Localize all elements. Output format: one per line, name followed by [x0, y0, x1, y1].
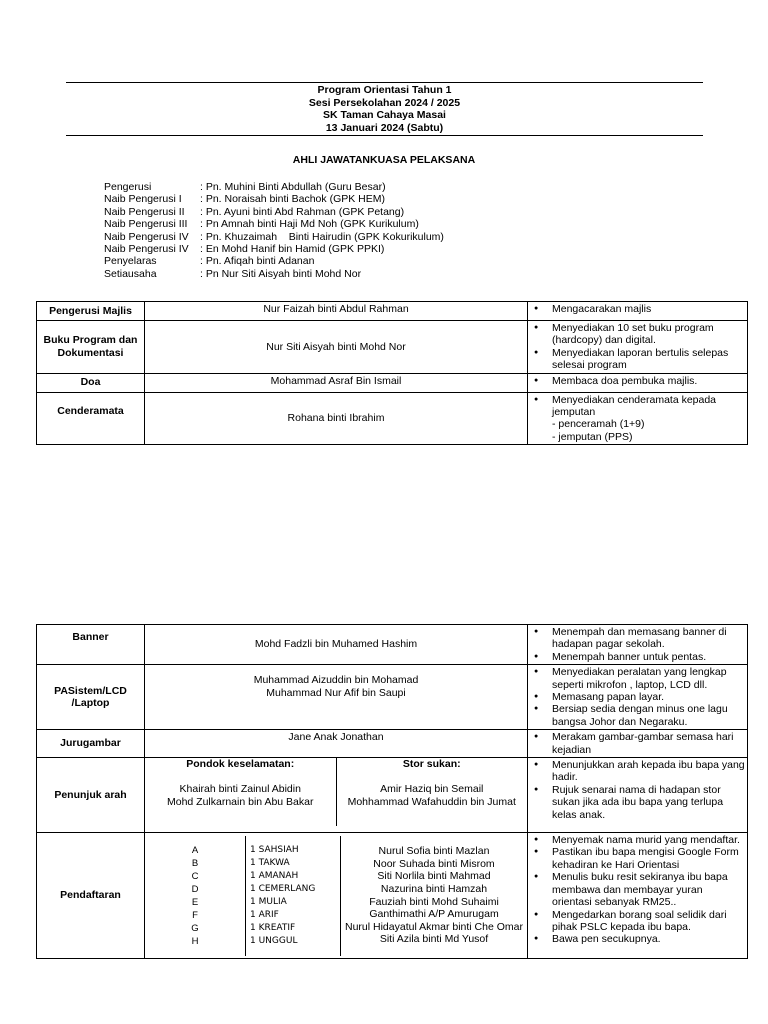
guide-sports-store	[337, 758, 528, 826]
officer-list	[104, 181, 444, 280]
officer-name: : Pn. Muhini Binti Abdullah (Guru Besar)	[200, 181, 386, 193]
registration-row	[145, 836, 527, 956]
officer-name: : Pn Amnah binti Haji Md Noh (GPK Kurikulum)	[200, 218, 419, 231]
class-letter: G	[191, 922, 199, 934]
officer-row	[104, 206, 444, 218]
task-item: ● Menyemak nama murid yang mendaftar.	[530, 834, 745, 846]
guide-split	[145, 758, 527, 826]
teacher-name: Fauziah binti Mohd Suhaimi	[369, 895, 499, 908]
officer-row	[104, 193, 444, 205]
task-sub-item: - jemputan (PPS)	[552, 430, 633, 443]
duty-tasks	[528, 302, 748, 321]
table-row	[37, 665, 748, 730]
duty-role: Pendaftaran	[37, 833, 145, 959]
guide-person: Mohhammad Wafahuddin bin Jumat	[347, 795, 516, 808]
table-row	[37, 625, 748, 665]
officer-name: : Pn. Ayuni binti Abd Rahman (GPK Petang)	[200, 205, 405, 218]
bottom-rule	[66, 135, 703, 136]
guide-person: Amir Haziq bin Semail	[380, 783, 484, 796]
officer-role: Naib Pengerusi IV	[104, 230, 189, 243]
duty-tasks	[528, 758, 748, 833]
duty-role: Pengerusi Majlis	[37, 302, 145, 321]
task-item: ● Membaca doa pembuka majlis.	[530, 375, 745, 387]
table-row	[37, 730, 748, 758]
table-row	[37, 321, 748, 374]
registration-cell	[145, 833, 528, 959]
officer-row	[104, 255, 444, 267]
event-date: 13 Januari 2024 (Sabtu)	[325, 121, 444, 134]
duty-person: Nur Siti Aisyah binti Mohd Nor	[145, 321, 528, 374]
table-row	[37, 373, 748, 392]
task-item: ● Pastikan ibu bapa mengisi Google Form kehadiran ke Hari Orientasi	[530, 846, 745, 871]
class-letter: B	[191, 857, 199, 869]
officer-name: : Pn. Noraisah binti Bachok (GPK HEM)	[200, 193, 385, 206]
school-name: SK Taman Cahaya Masai	[323, 109, 446, 121]
top-rule	[66, 82, 703, 83]
class-letter: H	[191, 935, 199, 947]
duty-role: Cenderamata	[37, 392, 145, 445]
task-item: ● Menyediakan cenderamata kepada jemputan	[530, 394, 745, 419]
table-row	[37, 302, 748, 321]
table-row	[37, 833, 748, 959]
class-letters	[145, 836, 246, 956]
class-name: 1 KREATIF	[250, 922, 296, 933]
duty-person: Mohammad Asraf Bin Ismail	[145, 373, 528, 392]
task-item: ● Menempah dan memasang banner di hadapan pagar sekolah.	[530, 626, 745, 651]
guide-split-cell	[145, 758, 528, 833]
duty-tasks	[528, 625, 748, 665]
officer-role: Naib Pengerusi II	[104, 205, 185, 218]
officer-name: : Pn Nur Siti Aisyah binti Mohd Nor	[200, 267, 362, 280]
task-item: ● Merakam gambar-gambar semasa hari kejadian	[530, 731, 745, 756]
class-name: 1 SAHSIAH	[250, 844, 299, 855]
officer-row	[104, 181, 444, 193]
duty-tasks	[528, 321, 748, 374]
teacher-name: Nurul Hidayatul Akmar binti Che Omar	[345, 920, 523, 933]
officer-name: : Pn. Khuzaimah Binti Hairudin (GPK Kokurikulum)	[200, 230, 444, 243]
officer-name: : Pn. Afiqah binti Adanan	[200, 255, 315, 268]
officer-row	[104, 218, 444, 230]
class-name: 1 UNGGUL	[250, 935, 298, 946]
task-item: ● Mengedarkan borang soal selidik dari pihak PSLC kepada ibu bapa.	[530, 909, 745, 934]
task-sub-item: - penceramah (1+9)	[552, 418, 645, 431]
duty-role: Buku Program dan Dokumentasi	[37, 321, 145, 374]
class-letter: C	[191, 870, 199, 882]
duty-role: Banner	[37, 625, 145, 665]
teacher-name: Noor Suhada binti Misrom	[373, 857, 495, 870]
officer-row	[104, 243, 444, 255]
class-names	[246, 836, 341, 956]
class-name: 1 CEMERLANG	[250, 883, 316, 894]
task-item: ● Menyediakan laporan bertulis selepas selesai program	[530, 347, 745, 372]
duty-person: Mohd Fadzli bin Muhamed Hashim	[145, 625, 528, 665]
guide-security-post	[145, 758, 337, 826]
duty-table-1	[36, 301, 748, 445]
teacher-name: Siti Norlila binti Mahmad	[377, 870, 491, 883]
duty-person-2: Muhammad Nur Afif bin Saupi	[266, 686, 406, 699]
duty-person-1: Muhammad Aizuddin bin Mohamad	[253, 674, 419, 687]
officer-name: : En Mohd Hanif bin Hamid (GPK PPKI)	[200, 243, 385, 256]
task-item: ● Menunjukkan arah kepada ibu bapa yang hadir.	[530, 759, 745, 784]
duty-person: Nur Faizah binti Abdul Rahman	[145, 302, 528, 321]
task-item: ● Memasang papan layar.	[530, 691, 745, 703]
committee-title: AHLI JAWATANKUASA PELAKSANA	[292, 154, 476, 166]
duty-tasks	[528, 665, 748, 730]
class-letter: F	[192, 909, 198, 921]
guide-person: Khairah binti Zainul Abidin	[179, 783, 301, 796]
officer-role: Pengerusi	[104, 181, 152, 193]
guide-person: Mohd Zulkarnain bin Abu Bakar	[166, 795, 314, 808]
document-header	[66, 84, 703, 134]
duty-person: Jane Anak Jonathan	[145, 730, 528, 758]
duty-tasks	[528, 392, 748, 445]
teacher-name: Siti Azila binti Md Yusof	[379, 933, 489, 946]
officer-role: Penyelaras	[104, 255, 157, 268]
duty-person	[145, 665, 528, 730]
class-name: 1 MULIA	[250, 896, 287, 907]
officer-role: Naib Pengerusi I	[104, 193, 182, 206]
duty-tasks	[528, 730, 748, 758]
duty-role: Doa	[37, 373, 145, 392]
officer-row	[104, 231, 444, 243]
class-name: 1 TAKWA	[250, 857, 290, 868]
officer-row	[104, 268, 444, 280]
task-item: ● Bawa pen secukupnya.	[530, 933, 745, 945]
class-letter: A	[191, 844, 199, 856]
task-item: ● Menempah banner untuk pentas.	[530, 651, 745, 663]
teacher-name: Nurul Sofia binti Mazlan	[378, 845, 490, 858]
table-row	[37, 758, 748, 833]
duty-role: Penunjuk arah	[37, 758, 145, 833]
officer-role: Naib Pengerusi III	[104, 218, 188, 231]
duty-role: PASistem/LCD /Laptop	[37, 665, 145, 730]
table-row	[37, 392, 748, 445]
duty-table-2	[36, 624, 748, 959]
duty-tasks	[528, 833, 748, 959]
session-line: Sesi Persekolahan 2024 / 2025	[308, 96, 461, 109]
task-item: ● Menyediakan peralatan yang lengkap seperti mikrofon , laptop, LCD dll.	[530, 666, 745, 691]
task-item: ● Menulis buku resit sekiranya ibu bapa membawa dan membayar yuran orientasi sebanyak RM25..	[530, 871, 745, 908]
task-item: ● Mengacarakan majlis	[530, 303, 745, 315]
registration-teachers	[341, 836, 528, 956]
teacher-name: Ganthimathi A/P Amurugam	[369, 908, 499, 921]
duty-role: Jurugambar	[37, 730, 145, 758]
program-title: Program Orientasi Tahun 1	[317, 84, 452, 96]
class-name: 1 AMANAH	[250, 870, 299, 881]
officer-role: Setiausaha	[104, 267, 157, 280]
duty-tasks	[528, 373, 748, 392]
registration-grid	[145, 836, 527, 956]
teacher-name: Nazurina binti Hamzah	[380, 882, 488, 895]
task-item: ● Rujuk senarai nama di hadapan stor sukan jika ada ibu bapa yang terlupa kelas anak.	[530, 784, 745, 821]
class-name: 1 ARIF	[250, 909, 279, 920]
duty-person: Rohana binti Ibrahim	[145, 392, 528, 445]
officer-role: Naib Pengerusi IV	[104, 243, 189, 256]
class-letter: D	[191, 883, 199, 895]
guide-heading: Pondok keselamatan:	[186, 758, 295, 771]
guide-heading: Stor sukan:	[402, 758, 461, 771]
task-item: ● Menyediakan 10 set buku program (hardcopy) dan digital.	[530, 322, 745, 347]
class-letter: E	[191, 896, 199, 908]
task-item: ● Bersiap sedia dengan minus one lagu bangsa Johor dan Negaraku.	[530, 703, 745, 728]
